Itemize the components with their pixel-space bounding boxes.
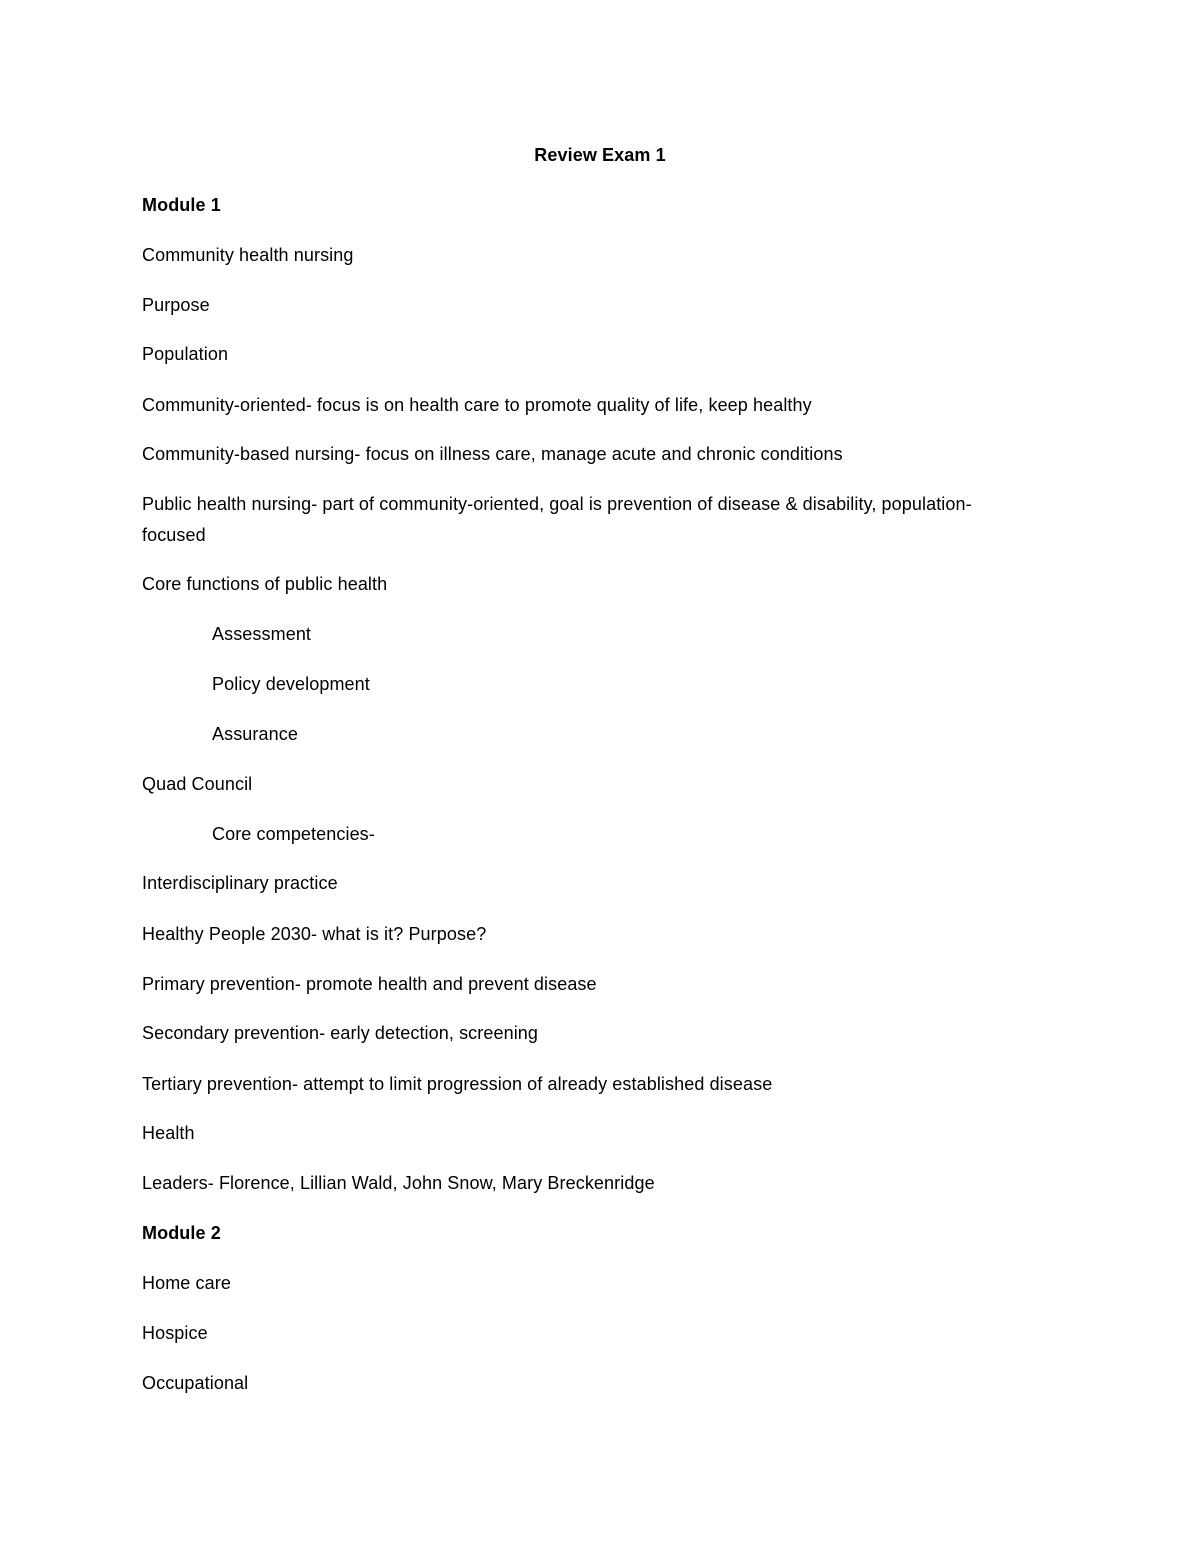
text-line: focused	[142, 525, 206, 545]
indented-line: Core competencies-	[212, 824, 375, 844]
text-line: Tertiary prevention- attempt to limit progression of already established disease	[142, 1074, 773, 1094]
text-line: Primary prevention- promote health and prevent disease	[142, 974, 597, 994]
document-title: Review Exam 1	[534, 145, 666, 165]
text-line: Secondary prevention- early detection, screening	[142, 1023, 539, 1043]
module-2-heading: Module 2	[142, 1223, 221, 1243]
text-line: Core functions of public health	[142, 574, 388, 594]
text-line: Healthy People 2030- what is it? Purpose?	[142, 924, 487, 944]
text-line: Occupational	[142, 1373, 249, 1393]
text-line: Community health nursing	[142, 245, 354, 265]
indented-line: Assessment	[212, 624, 312, 644]
text-line: Quad Council	[142, 774, 253, 794]
text-line: Community-based nursing- focus on illness care, manage acute and chronic conditions	[142, 444, 843, 464]
text-line: Population	[142, 344, 229, 364]
module-1-heading: Module 1	[142, 195, 221, 215]
indented-line: Policy development	[212, 674, 370, 694]
text-line: Community-oriented- focus is on health care to promote quality of life, keep healthy	[142, 395, 812, 415]
text-line: Interdisciplinary practice	[142, 873, 338, 893]
text-line: Health	[142, 1123, 195, 1143]
text-line: Leaders- Florence, Lillian Wald, John Snow, Mary Breckenridge	[142, 1173, 655, 1193]
indented-line: Assurance	[212, 724, 298, 744]
text-line: Home care	[142, 1273, 231, 1293]
text-line: Hospice	[142, 1323, 208, 1343]
text-line: Purpose	[142, 295, 210, 315]
text-line: Public health nursing- part of community-oriented, goal is prevention of disease & disability, population-	[142, 494, 972, 514]
